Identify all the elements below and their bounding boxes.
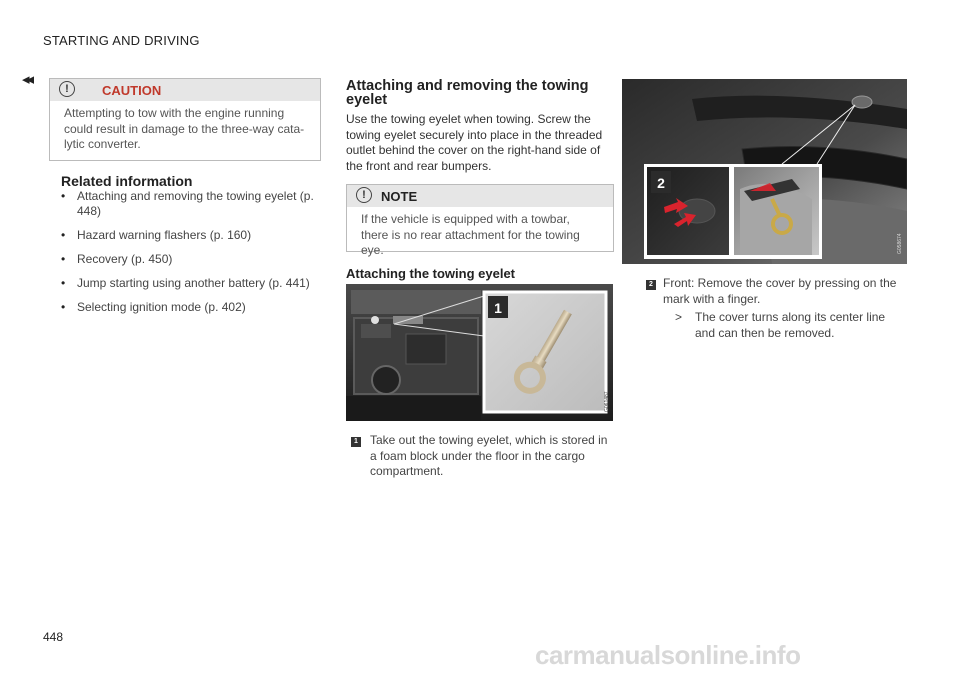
note-box [346, 184, 614, 257]
attach-heading: Attaching the towing eyelet [346, 266, 516, 281]
cargo-towing-eyelet-illustration [346, 284, 613, 421]
step-2-badge: 2 [646, 280, 656, 290]
page-header: STARTING AND DRIVING [43, 33, 200, 48]
caution-text: Attempting to tow with the engine running could result in damage to the three-way cata-lytic converter. [64, 106, 305, 151]
related-link-ignition-mode[interactable]: • Selecting ignition mode (p. 402) [61, 300, 321, 315]
front-bumper-cover-illustration [622, 79, 907, 264]
note-text: If the vehicle is equipped with a towbar, there is no rear attachment for the towing eye. [361, 212, 580, 257]
page-number: 448 [43, 630, 64, 644]
figure2-callout: 2 [657, 175, 665, 191]
step-2-text: Front: Remove the cover by pressing on the mark with a finger. [663, 276, 897, 306]
note-title: NOTE [381, 189, 418, 204]
step-1-text: Take out the towing eyelet, which is stored in a foam block under the floor in the cargo compartment. [370, 433, 608, 478]
figure2-code: G058674 [897, 233, 903, 254]
result-text: The cover turns along its center line and can then be removed. [695, 310, 886, 340]
back-arrows-icon[interactable]: ◂◂ [22, 71, 32, 88]
warning-icon: ! [59, 81, 75, 97]
caution-box [49, 78, 321, 161]
related-link-recovery[interactable]: • Recovery (p. 450) [61, 252, 321, 267]
watermark: carmanualsonline.info [535, 640, 801, 670]
note-header [347, 185, 613, 207]
related-info-list [61, 189, 321, 324]
related-info-title: Related information [61, 173, 193, 189]
section-title: Attaching and removing the towing eyelet [346, 78, 589, 108]
info-icon: ! [356, 187, 372, 203]
step-2-result [675, 310, 905, 341]
related-link-jump-starting[interactable]: • Jump starting using another battery (p. 441) [61, 276, 321, 291]
section-intro: Use the towing eyelet when towing. Screw the towing eyelet securely into place in the threaded outlet behind the cover on the right-hand side of the front and rear bumpers. [346, 112, 603, 173]
step-1-badge: 1 [351, 437, 361, 447]
figure1-callout: 1 [494, 300, 502, 316]
caution-title: CAUTION [102, 83, 162, 98]
caution-header [50, 79, 320, 101]
figure1-code: G061487 [604, 391, 610, 412]
related-link-hazard-flashers[interactable]: • Hazard warning flashers (p. 160) [61, 228, 321, 243]
related-link-towing-eyelet[interactable]: • Attaching and removing the towing eyelet (p. 448) [61, 189, 321, 219]
result-marker: > [675, 310, 683, 324]
